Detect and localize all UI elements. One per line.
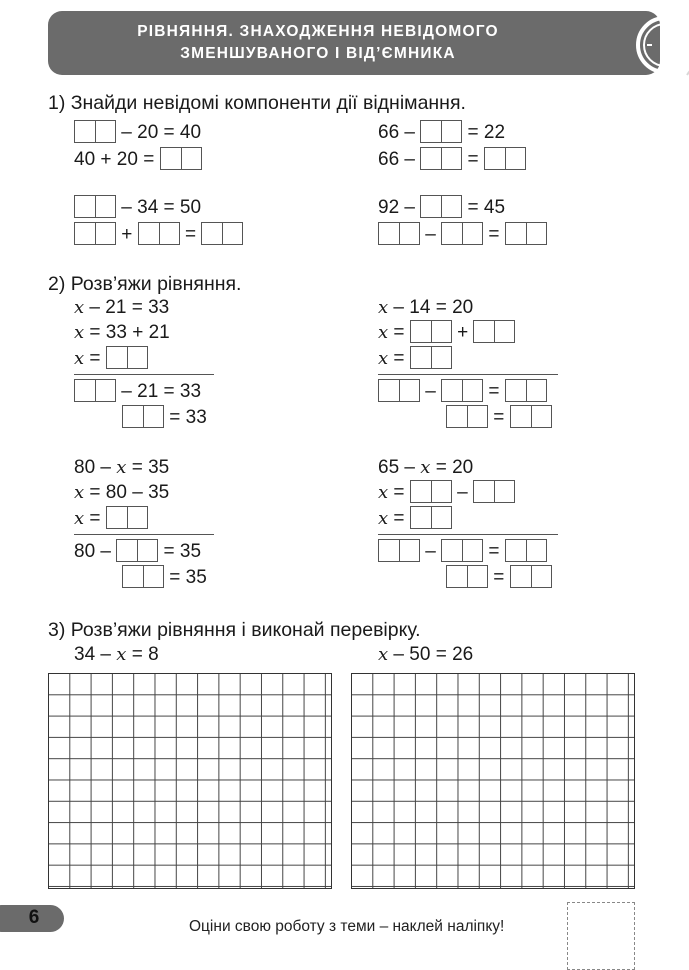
task3-eq-left bbox=[74, 644, 159, 666]
eq-text: = bbox=[388, 482, 405, 503]
answer-box[interactable] bbox=[420, 120, 462, 143]
answer-box[interactable] bbox=[410, 320, 452, 343]
task2d-check1 bbox=[378, 541, 547, 563]
task1-eq-left-1 bbox=[74, 122, 201, 144]
task2d-line2 bbox=[378, 482, 515, 504]
task1-eq-left-2 bbox=[74, 149, 202, 171]
eq-text: = 33 bbox=[169, 407, 207, 428]
minus-sign: – bbox=[425, 381, 436, 402]
answer-box[interactable] bbox=[160, 147, 202, 170]
task2a-line1 bbox=[74, 297, 169, 319]
task2b-check1 bbox=[378, 381, 547, 403]
eq-text: 34 – bbox=[74, 644, 117, 665]
task1-eq-right-2 bbox=[378, 149, 526, 171]
answer-box[interactable] bbox=[505, 379, 547, 402]
answer-box[interactable] bbox=[446, 405, 488, 428]
answer-box[interactable] bbox=[410, 480, 452, 503]
eq-text: 40 + 20 = bbox=[74, 149, 155, 170]
answer-box[interactable] bbox=[106, 346, 148, 369]
variable-x: x bbox=[74, 348, 85, 369]
eq-text: = 35 bbox=[163, 541, 202, 562]
answer-box[interactable] bbox=[510, 565, 552, 588]
self-assessment-text: Оціни свою роботу з теми – наклей наліпку! bbox=[189, 918, 505, 935]
answer-box[interactable] bbox=[122, 565, 164, 588]
answer-box[interactable] bbox=[378, 539, 420, 562]
eq-text: – 14 = 20 bbox=[388, 297, 474, 318]
task2-heading: 2) Розв’яжи рівняння. bbox=[48, 273, 242, 295]
answer-box[interactable] bbox=[420, 147, 462, 170]
task1-eq-left-3 bbox=[74, 197, 201, 219]
answer-grid-left[interactable] bbox=[48, 673, 332, 889]
variable-x: x bbox=[116, 457, 127, 478]
eq-text: = bbox=[388, 508, 405, 529]
task2d-line1 bbox=[378, 457, 473, 479]
equals-sign: = bbox=[488, 541, 500, 562]
eq-text: 92 – bbox=[378, 197, 415, 218]
variable-x: x bbox=[116, 644, 127, 665]
answer-box[interactable] bbox=[74, 222, 116, 245]
answer-box[interactable] bbox=[473, 480, 515, 503]
answer-box[interactable] bbox=[505, 539, 547, 562]
task2c-line2 bbox=[74, 482, 169, 504]
plus-sign: + bbox=[121, 224, 133, 245]
answer-box[interactable] bbox=[441, 222, 483, 245]
eq-text: = 35 bbox=[169, 567, 207, 588]
eq-text: = 20 bbox=[430, 457, 474, 478]
answer-box[interactable] bbox=[116, 539, 158, 562]
task2d-line3 bbox=[378, 508, 452, 530]
task2a-line2 bbox=[74, 322, 170, 344]
task2b-line3 bbox=[378, 348, 452, 370]
answer-box[interactable] bbox=[484, 147, 526, 170]
answer-box[interactable] bbox=[122, 405, 164, 428]
eq-text: = bbox=[388, 348, 405, 369]
variable-x: x bbox=[74, 322, 85, 343]
task2a-check2 bbox=[122, 407, 207, 429]
check-divider bbox=[74, 534, 214, 535]
task2a-check1 bbox=[74, 381, 201, 403]
task2b-check2 bbox=[446, 407, 552, 429]
check-divider bbox=[74, 374, 214, 375]
variable-x: x bbox=[378, 297, 389, 318]
answer-box[interactable] bbox=[378, 222, 420, 245]
eq-text: – 21 = 33 bbox=[84, 297, 170, 318]
check-divider bbox=[378, 374, 558, 375]
plus-sign: + bbox=[457, 322, 469, 343]
equals-sign: = bbox=[493, 567, 505, 588]
task1-eq-right-1 bbox=[378, 122, 505, 144]
answer-box[interactable] bbox=[106, 506, 148, 529]
eq-text: 80 – bbox=[74, 541, 111, 562]
sticker-placeholder[interactable] bbox=[567, 902, 635, 970]
equals-sign: = bbox=[467, 149, 479, 170]
answer-box[interactable] bbox=[446, 565, 488, 588]
eq-text: = bbox=[388, 322, 405, 343]
eq-text: 65 – bbox=[378, 457, 421, 478]
minus-sign: – bbox=[425, 224, 436, 245]
clock-person-icon bbox=[631, 11, 689, 92]
eq-text: 66 – bbox=[378, 122, 415, 143]
answer-grid-right[interactable] bbox=[351, 673, 635, 889]
task2b-line2 bbox=[378, 322, 515, 344]
answer-box[interactable] bbox=[505, 222, 547, 245]
answer-box[interactable] bbox=[410, 346, 452, 369]
variable-x: x bbox=[74, 508, 85, 529]
check-divider bbox=[378, 534, 558, 535]
task2c-line3 bbox=[74, 508, 148, 530]
variable-x: x bbox=[378, 644, 389, 665]
answer-box[interactable] bbox=[201, 222, 243, 245]
task1-eq-right-3 bbox=[378, 197, 505, 219]
eq-text: = 35 bbox=[126, 457, 170, 478]
equals-sign: = bbox=[493, 407, 505, 428]
topic-header bbox=[48, 11, 660, 75]
answer-box[interactable] bbox=[420, 195, 462, 218]
eq-text: = bbox=[84, 348, 101, 369]
variable-x: x bbox=[378, 482, 389, 503]
task3-heading: 3) Розв’яжи рівняння і виконай перевірку. bbox=[48, 619, 421, 641]
answer-box[interactable] bbox=[378, 379, 420, 402]
topic-title-line1: РІВНЯННЯ. ЗНАХОДЖЕННЯ НЕВІДОМОГО bbox=[137, 23, 499, 40]
answer-box[interactable] bbox=[473, 320, 515, 343]
task1-eq-right-4 bbox=[378, 224, 547, 246]
variable-x: x bbox=[74, 297, 85, 318]
answer-box[interactable] bbox=[74, 120, 116, 143]
eq-text: 66 – bbox=[378, 149, 415, 170]
variable-x: x bbox=[378, 508, 389, 529]
topic-title-line2: ЗМЕНШУВАНОГО І ВІД’ЄМНИКА bbox=[180, 45, 456, 62]
answer-box[interactable] bbox=[441, 539, 483, 562]
eq-text: – 34 = 50 bbox=[121, 197, 202, 218]
answer-box[interactable] bbox=[510, 405, 552, 428]
page-number: 6 bbox=[28, 907, 40, 928]
eq-text: = bbox=[84, 508, 101, 529]
eq-text: = 8 bbox=[126, 644, 159, 665]
variable-x: x bbox=[378, 348, 389, 369]
answer-box[interactable] bbox=[74, 195, 116, 218]
equals-sign: = bbox=[488, 381, 500, 402]
minus-sign: – bbox=[425, 541, 436, 562]
task1-heading: 1) Знайди невідомі компоненти дії віднімання. bbox=[48, 92, 466, 114]
task2c-check1 bbox=[74, 541, 201, 563]
task3-eq-right bbox=[378, 644, 473, 666]
eq-text: = 33 + 21 bbox=[84, 322, 170, 343]
eq-text: = 80 – 35 bbox=[84, 482, 170, 503]
answer-box[interactable] bbox=[74, 379, 116, 402]
task2b-line1 bbox=[378, 297, 473, 319]
answer-box[interactable] bbox=[441, 379, 483, 402]
eq-text: – 50 = 26 bbox=[388, 644, 474, 665]
task1-eq-left-4 bbox=[74, 224, 243, 246]
task2c-check2 bbox=[122, 567, 207, 589]
eq-text: – 21 = 33 bbox=[121, 381, 202, 402]
task2d-check2 bbox=[446, 567, 552, 589]
task2c-line1 bbox=[74, 457, 169, 479]
variable-x: x bbox=[420, 457, 431, 478]
eq-text: = 45 bbox=[467, 197, 506, 218]
eq-text: – 20 = 40 bbox=[121, 122, 202, 143]
task2a-line3 bbox=[74, 348, 148, 370]
equals-sign: = bbox=[184, 224, 197, 245]
eq-text: = 22 bbox=[467, 122, 506, 143]
variable-x: x bbox=[378, 322, 389, 343]
answer-box[interactable] bbox=[138, 222, 180, 245]
topic-title bbox=[48, 21, 588, 65]
equals-sign: = bbox=[488, 224, 500, 245]
minus-sign: – bbox=[457, 482, 468, 503]
eq-text: 80 – bbox=[74, 457, 117, 478]
variable-x: x bbox=[74, 482, 85, 503]
answer-box[interactable] bbox=[410, 506, 452, 529]
